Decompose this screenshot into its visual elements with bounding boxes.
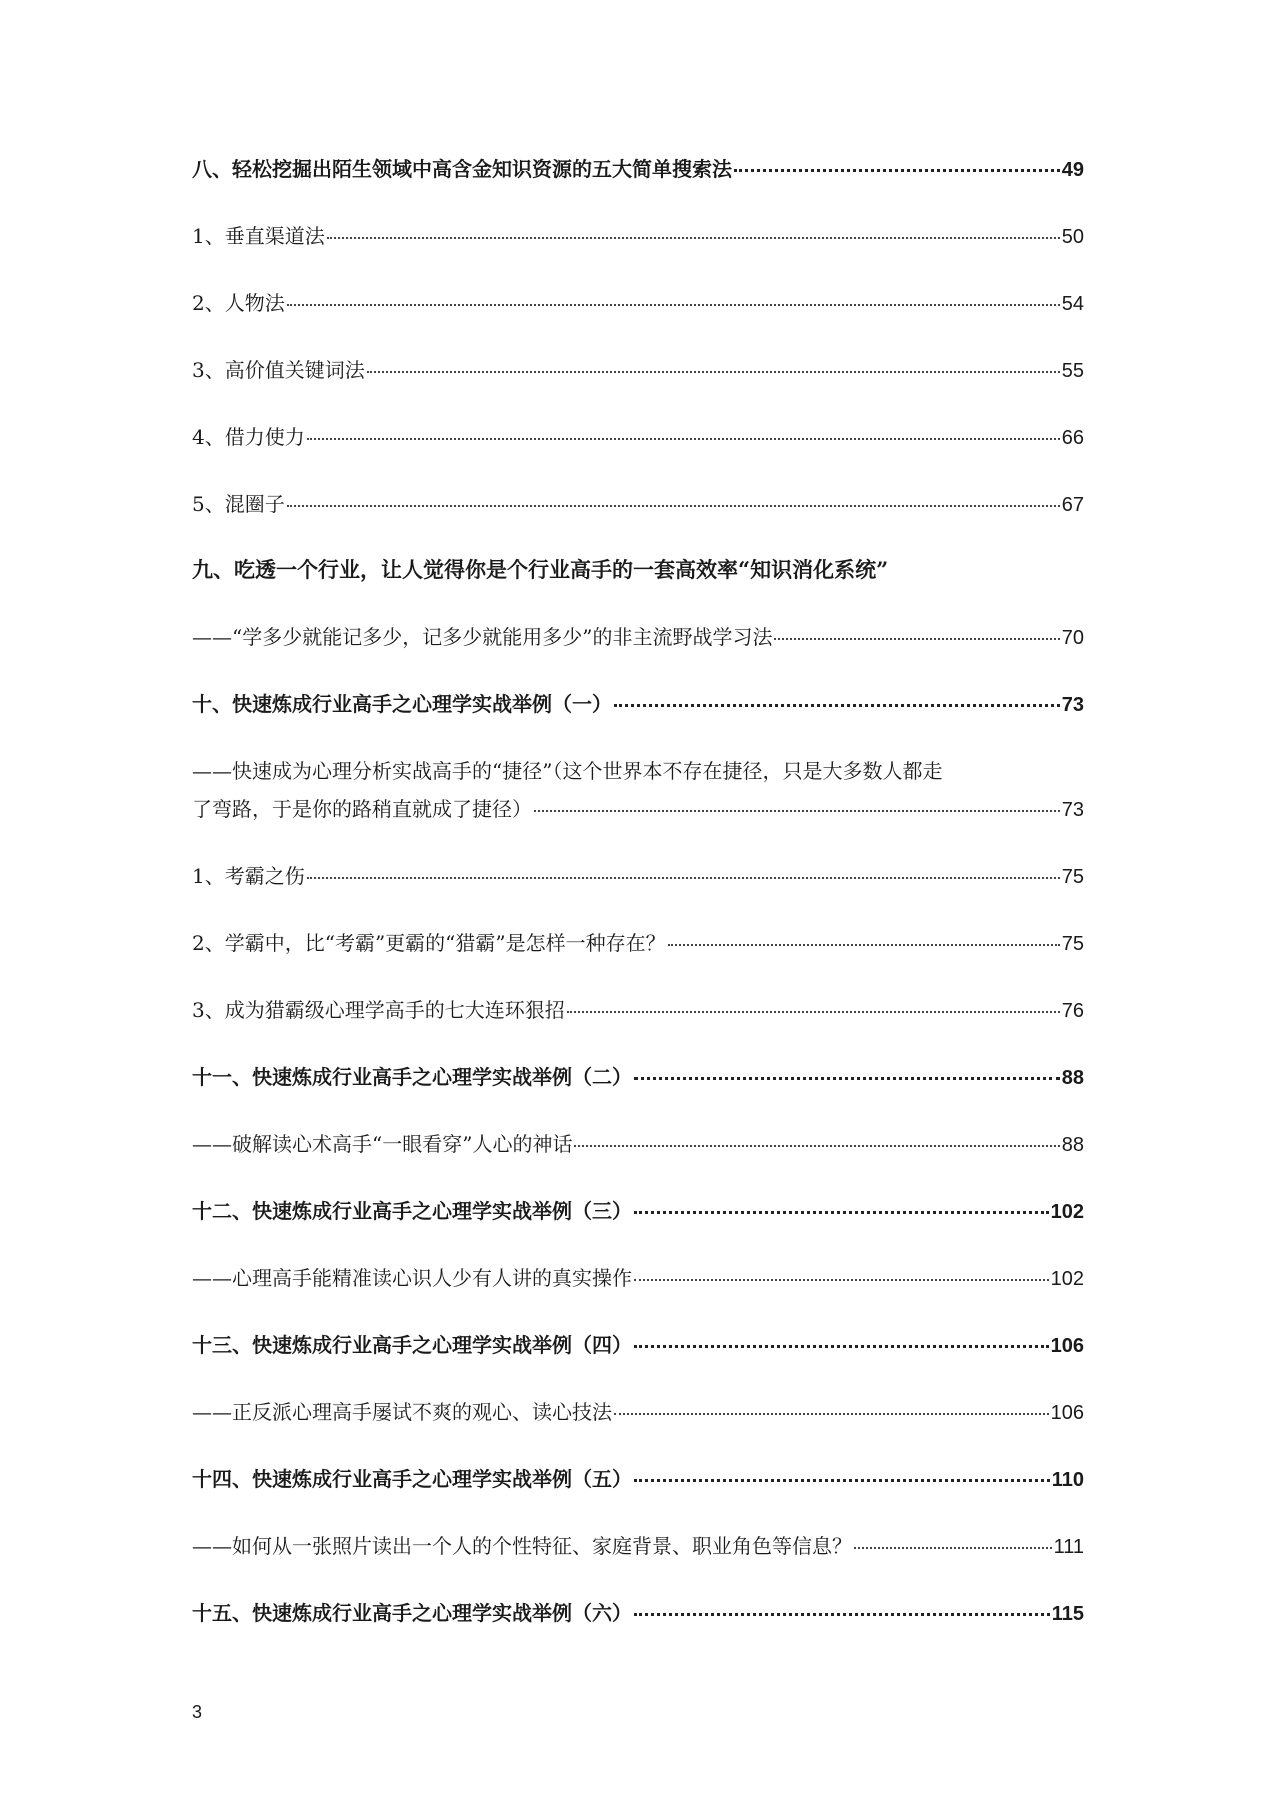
toc-entry-10-2[interactable] [192, 929, 1084, 958]
dot-leader [634, 1077, 1060, 1080]
toc-entry-page: 66 [1061, 427, 1084, 449]
dot-leader [634, 1479, 1050, 1482]
dot-leader [774, 638, 1059, 640]
dot-leader [287, 304, 1060, 306]
toc-entry-title: 十五、快速炼成行业高手之心理学实战举例（六） [192, 1601, 632, 1625]
toc-entry-page: 70 [1061, 627, 1084, 649]
dot-leader [534, 810, 1060, 812]
toc-entry-title: ——如何从一张照片读出一个人的个性特征、家庭背景、职业角色等信息？ [192, 1534, 852, 1558]
toc-entry-page: 111 [1053, 1536, 1084, 1558]
toc-entry-title: 2、学霸中，比“考霸”更霸的“猎霸”是怎样一种存在？ [192, 931, 666, 955]
toc-entry-page: 88 [1061, 1067, 1084, 1089]
toc-entry-page: 106 [1050, 1335, 1084, 1357]
toc-entry-14-sub[interactable] [192, 1532, 1084, 1561]
dot-leader [634, 1211, 1049, 1214]
toc-entry-title: ——正反派心理高手屡试不爽的观心、读心技法 [192, 1400, 612, 1424]
toc-entry-page: 75 [1061, 933, 1084, 955]
toc-entry-8-4[interactable] [192, 423, 1084, 452]
toc-entry-10-1[interactable] [192, 862, 1084, 891]
toc-entry-title: 十四、快速炼成行业高手之心理学实战举例（五） [192, 1467, 632, 1491]
dot-leader [854, 1547, 1052, 1549]
toc-entry-page: 76 [1061, 1000, 1084, 1022]
dot-leader [327, 237, 1060, 239]
toc-entry-title: 八、轻松挖掘出陌生领域中高含金知识资源的五大简单搜索法 [192, 157, 732, 181]
toc-entry-title: ——破解读心术高手“一眼看穿”人心的神话 [192, 1132, 573, 1156]
toc-entry-chapter-11[interactable] [192, 1063, 1084, 1092]
dot-leader [367, 371, 1060, 373]
dot-leader [574, 1145, 1059, 1147]
toc-entry-8-3[interactable] [192, 356, 1084, 385]
dot-leader [634, 1279, 1049, 1281]
dot-leader [567, 1011, 1060, 1013]
toc-entry-page: 50 [1061, 226, 1084, 248]
toc-entry-page: 110 [1051, 1469, 1084, 1491]
toc-entry-10-3[interactable] [192, 996, 1084, 1025]
toc-entry-12-sub[interactable] [192, 1264, 1084, 1293]
toc-entry-10-sub[interactable] [192, 795, 1084, 824]
toc-entry-title: 了弯路，于是你的路稍直就成了捷径） [192, 797, 532, 821]
dot-leader [307, 877, 1060, 879]
toc-entry-page: 106 [1050, 1402, 1084, 1424]
toc-entry-chapter-14[interactable] [192, 1465, 1084, 1494]
toc-entry-title: 十、快速炼成行业高手之心理学实战举例（一） [192, 692, 612, 716]
toc-entry-chapter-8[interactable] [192, 155, 1084, 184]
toc-entry-title: 3、成为猎霸级心理学高手的七大连环狠招 [192, 998, 565, 1022]
toc-entry-title: 2、人物法 [192, 291, 285, 315]
toc-entry-page: 102 [1050, 1268, 1084, 1290]
toc-entry-page: 88 [1061, 1134, 1084, 1156]
toc-entry-title: 十三、快速炼成行业高手之心理学实战举例（四） [192, 1333, 632, 1357]
toc-entry-page: 54 [1061, 293, 1084, 315]
toc-entry-title: ——“学多少就能记多少，记多少就能用多少”的非主流野战学习法 [192, 625, 773, 649]
dot-leader [634, 1345, 1049, 1348]
dot-leader [734, 169, 1060, 172]
toc-entry-page: 49 [1061, 159, 1084, 181]
dot-leader [307, 438, 1060, 440]
toc-entry-page: 73 [1061, 694, 1084, 716]
toc-entry-8-2[interactable] [192, 289, 1084, 318]
toc-entry-chapter-10[interactable] [192, 690, 1084, 719]
dot-leader [634, 1613, 1050, 1616]
toc-entry-13-sub[interactable] [192, 1398, 1084, 1427]
toc-entry-title: 1、垂直渠道法 [192, 224, 325, 248]
toc-entry-11-sub[interactable] [192, 1130, 1084, 1159]
toc-entry-page: 115 [1051, 1603, 1084, 1625]
toc-entry-chapter-15[interactable] [192, 1599, 1084, 1628]
dot-leader [668, 944, 1060, 946]
toc-heading-chapter-9[interactable]: 九、吃透一个行业，让人觉得你是个行业高手的一套高效率“知识消化系统” [192, 557, 889, 582]
toc-entry-page: 73 [1061, 799, 1084, 821]
toc-entry-chapter-12[interactable] [192, 1197, 1084, 1226]
toc-entry-10-sub-line1[interactable]: ——快速成为心理分析实战高手的“捷径”（这个世界本不存在捷径，只是大多数人都走 [192, 759, 943, 783]
toc-entry-page: 67 [1061, 494, 1084, 516]
toc-entry-title: 十一、快速炼成行业高手之心理学实战举例（二） [192, 1065, 632, 1089]
toc-entry-8-5[interactable] [192, 490, 1084, 519]
toc-entry-title: 4、借力使力 [192, 425, 305, 449]
toc-entry-page: 102 [1050, 1201, 1084, 1223]
toc-entry-page: 75 [1061, 866, 1084, 888]
toc-entry-chapter-13[interactable] [192, 1331, 1084, 1360]
dot-leader [614, 1413, 1049, 1415]
toc-entry-title: ——心理高手能精准读心识人少有人讲的真实操作 [192, 1266, 632, 1290]
page-number: 3 [192, 1702, 203, 1722]
toc-entry-9-sub[interactable] [192, 623, 1084, 652]
toc-entry-title: 5、混圈子 [192, 492, 285, 516]
toc-entry-title: 3、高价值关键词法 [192, 358, 365, 382]
toc-entry-8-1[interactable] [192, 222, 1084, 251]
toc-entry-title: 十二、快速炼成行业高手之心理学实战举例（三） [192, 1199, 632, 1223]
dot-leader [287, 505, 1060, 507]
dot-leader [614, 704, 1060, 707]
toc-entry-title: 1、考霸之伤 [192, 864, 305, 888]
toc-entry-page: 55 [1061, 360, 1084, 382]
